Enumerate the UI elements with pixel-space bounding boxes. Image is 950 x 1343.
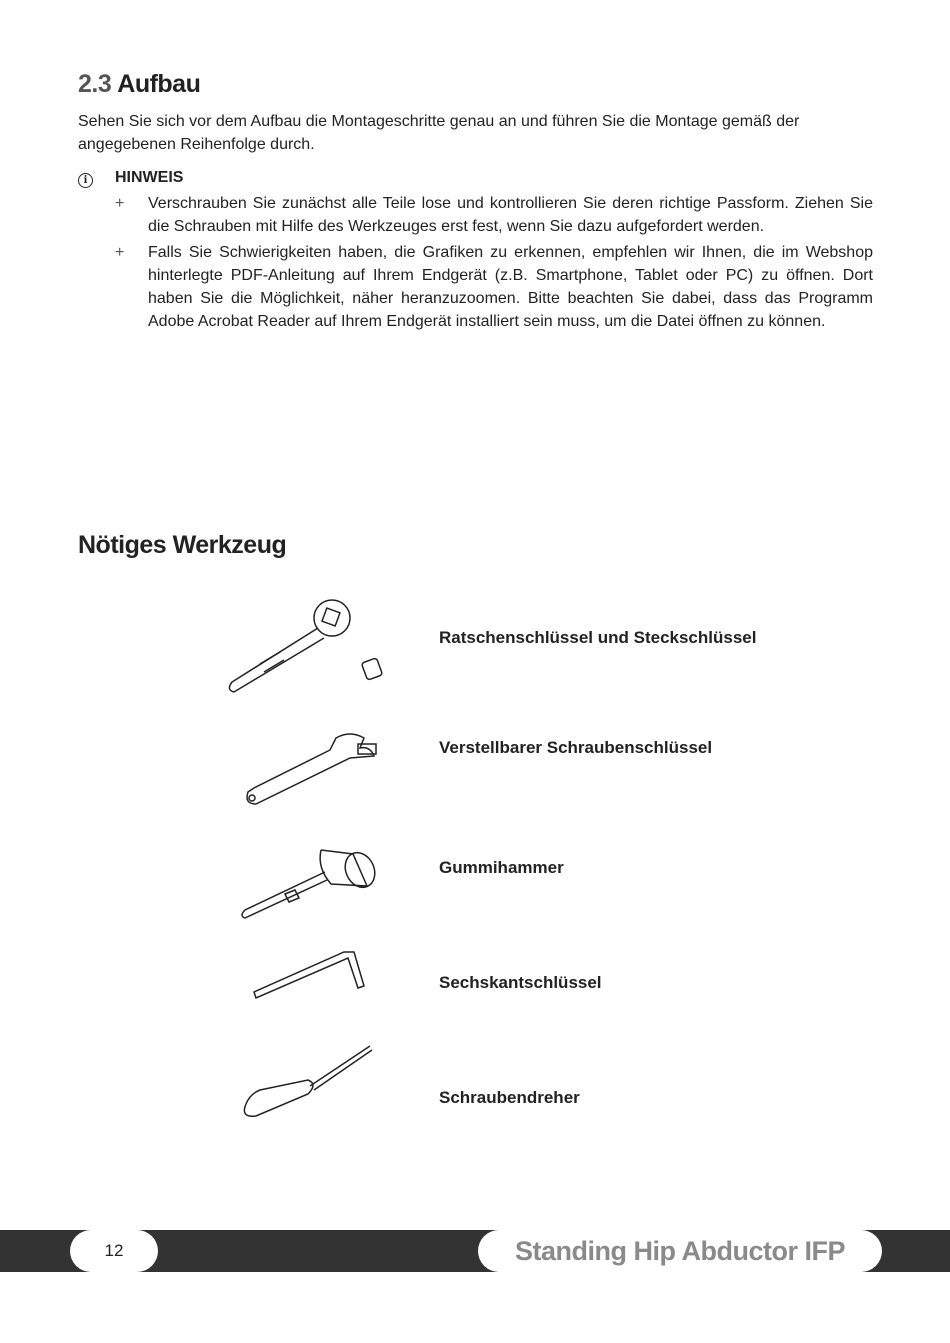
note-list (112, 192, 873, 336)
plus-icon: + (115, 244, 125, 261)
section-title: Aufbau (117, 70, 201, 98)
product-title: Standing Hip Abductor IFP (478, 1230, 882, 1272)
note-item-text: Verschrauben Sie zunächst alle Teile lose und kontrollieren Sie deren richtige Passform. Ziehen Sie die Schrauben mit Hilfe des Werkzeuges erst fest, wenn Sie dazu aufgefordert werden. (148, 195, 873, 235)
plus-icon: + (115, 195, 125, 212)
tool-label: Schraubendreher (439, 1088, 580, 1107)
section-number: 2.3 (78, 70, 112, 98)
tool-label: Verstellbarer Schraubenschlüssel (439, 738, 713, 757)
tool-label: Sechskantschlüssel (439, 973, 602, 992)
note-item-text: Falls Sie Schwierigkeiten haben, die Grafiken zu erkennen, empfehlen wir Ihnen, die im Webshop hinterlegte PDF-Anleitung auf Ihrem Endgerät (z.B. Smartphone, Tablet oder PC) zu öffnen. Dort haben Sie die Möglichkeit, näher heranzuzoomen. Bitte beachten Sie dabei, dass das Programm Adobe Acrobat Reader auf Ihrem Endgerät installiert sein muss, um die Datei öffnen zu können. (148, 244, 873, 330)
intro-text: Sehen Sie sich vor dem Aufbau die Montageschritte genau an und führen Sie die Montage gemäß der angegebenen Reihenfolge durch. (78, 113, 800, 153)
rubber-mallet-icon (235, 838, 385, 923)
hex-key-icon (250, 948, 370, 1003)
section-heading (78, 70, 200, 99)
note-item (112, 192, 873, 238)
note-heading (78, 169, 183, 188)
note-title: HINWEIS (115, 169, 184, 186)
tools-heading: Nötiges Werkzeug (78, 531, 287, 559)
tool-label: Ratschenschlüssel und Steckschlüssel (439, 628, 757, 647)
tool-label: Gummihammer (439, 858, 564, 877)
screwdriver-icon (238, 1038, 378, 1123)
info-icon: i (78, 173, 93, 188)
ratchet-wrench-icon (220, 598, 400, 698)
note-item (112, 241, 873, 333)
adjustable-wrench-icon (240, 728, 380, 813)
page-number: 12 (70, 1230, 158, 1272)
